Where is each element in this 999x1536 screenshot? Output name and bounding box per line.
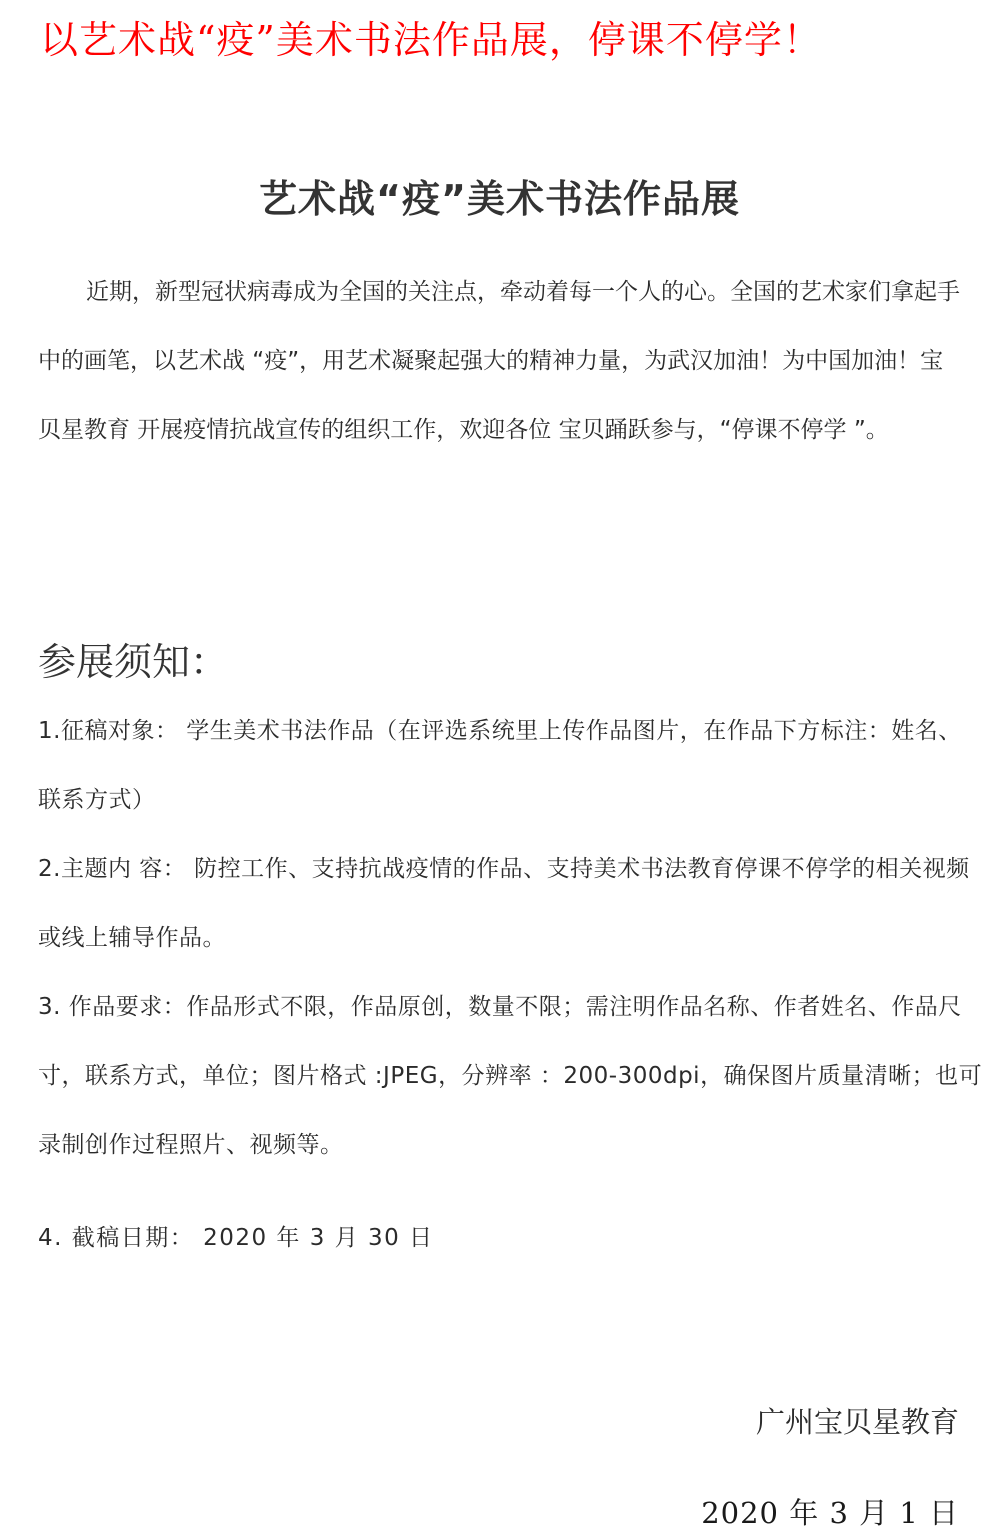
notice-item-submission-target: 1.征稿对象： 学生美术书法作品（在评选系统里上传作品图片，在作品下方标注：姓名、联系方式） — [38, 718, 962, 813]
notice-item-deadline: 4. 截稿日期： 2020 年 3 月 30 日 — [38, 1225, 434, 1251]
document-title: 艺术战“疫”美术书法作品展 — [259, 177, 740, 221]
notice-item-requirements: 3. 作品要求：作品形式不限，作品原创，数量不限；需注明作品名称、作者姓名、作品尺寸，联系方式，单位；图片格式 :JPEG，分辨率 ：200-300dpi，确保图片质量清晰；也可录制创作过程照片、视频等。 — [38, 994, 983, 1158]
signature-organization: 广州宝贝星教育 — [755, 1405, 959, 1439]
notice-heading: 参展须知： — [38, 640, 229, 684]
notice-item-theme: 2.主题内 容： 防控工作、支持抗战疫情的作品、支持美术书法教育停课不停学的相关视频或线上辅导作品。 — [38, 856, 970, 951]
banner-headline: 以艺术战“疫”美术书法作品展，停课不停学！ — [40, 18, 822, 62]
signature-date: 2020 年 3 月 1 日 — [701, 1496, 959, 1530]
intro-paragraph: 近期，新型冠状病毒成为全国的关注点，牵动着每一个人的心。全国的艺术家们拿起手中的画笔，以艺术战 “疫”，用艺术凝聚起强大的精神力量，为武汉加油！为中国加油！宝贝星教育 开展疫情抗战宣传的组织工作，欢迎各位 宝贝踊跃参与，“停课不停学 ”。 — [38, 279, 960, 443]
